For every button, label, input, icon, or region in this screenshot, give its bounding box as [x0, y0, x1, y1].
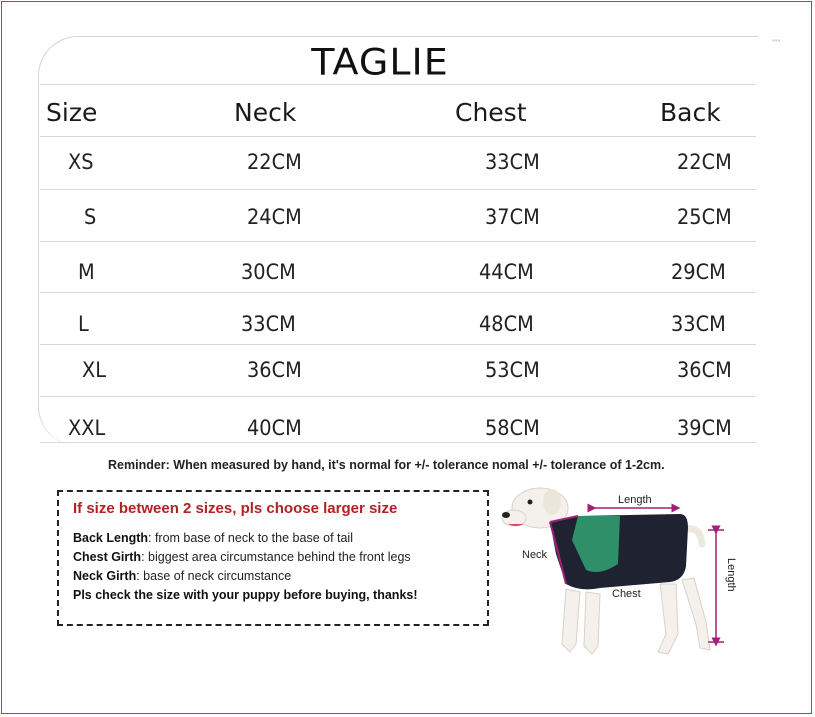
- cell-back: 22CM: [677, 150, 732, 174]
- divider: [40, 442, 756, 443]
- cell-neck: 33CM: [241, 312, 296, 336]
- divider: [40, 292, 756, 293]
- cell-chest: 33CM: [485, 150, 540, 174]
- cell-size: L: [78, 312, 89, 336]
- cell-neck: 30CM: [241, 260, 296, 284]
- cell-back: 33CM: [671, 312, 726, 336]
- note-label: Chest Girth: [73, 550, 142, 564]
- corner-mark: ▪▪▪: [772, 36, 781, 45]
- dog-coat: [550, 514, 688, 589]
- chart-title: TAGLIE: [311, 41, 449, 83]
- note-text: : from base of neck to the base of tail: [148, 531, 353, 545]
- cell-size: XS: [68, 150, 94, 174]
- note-back-length: [73, 531, 353, 545]
- cell-neck: 24CM: [247, 205, 302, 229]
- cell-size: S: [84, 205, 97, 229]
- reminder-text: Reminder: When measured by hand, it's normal for +/- tolerance nomal +/- tolerance of 1-2cm.: [108, 458, 665, 472]
- note-check: Pls check the size with your puppy before buying, thanks!: [73, 588, 418, 602]
- label-length-side: Length: [725, 558, 737, 592]
- cell-back: 36CM: [677, 358, 732, 382]
- divider: [40, 396, 756, 397]
- label-length-top: Length: [618, 494, 652, 506]
- note-label: Back Length: [73, 531, 149, 545]
- divider: [40, 84, 756, 85]
- dog-measurement-diagram: [500, 484, 760, 660]
- divider: [40, 344, 756, 345]
- label-chest: Chest: [612, 588, 641, 600]
- note-label: Neck Girth: [73, 569, 137, 583]
- cell-chest: 58CM: [485, 416, 540, 440]
- header-neck: Neck: [234, 98, 297, 127]
- cell-neck: 22CM: [247, 150, 302, 174]
- header-size: Size: [46, 98, 98, 127]
- header-back: Back: [660, 98, 721, 127]
- divider: [40, 189, 756, 190]
- note-text: : base of neck circumstance: [136, 569, 292, 583]
- size-note-box: [57, 490, 489, 626]
- cell-size: XL: [82, 358, 107, 382]
- cell-chest: 48CM: [479, 312, 534, 336]
- label-neck: Neck: [522, 549, 548, 561]
- cell-neck: 40CM: [247, 416, 302, 440]
- cell-back: 25CM: [677, 205, 732, 229]
- note-chest-girth: [73, 550, 411, 564]
- cell-size: M: [78, 260, 95, 284]
- note-neck-girth: [73, 569, 291, 583]
- size-warning: If size between 2 sizes, pls choose larger size: [73, 500, 398, 517]
- cell-neck: 36CM: [247, 358, 302, 382]
- cell-chest: 37CM: [485, 205, 540, 229]
- cell-size: XXL: [68, 416, 106, 440]
- cell-back: 29CM: [671, 260, 726, 284]
- divider: [40, 136, 756, 137]
- note-text: : biggest area circumstance behind the front legs: [141, 550, 411, 564]
- cell-chest: 44CM: [479, 260, 534, 284]
- cell-back: 39CM: [677, 416, 732, 440]
- header-chest: Chest: [455, 98, 527, 127]
- divider: [40, 241, 756, 242]
- cell-chest: 53CM: [485, 358, 540, 382]
